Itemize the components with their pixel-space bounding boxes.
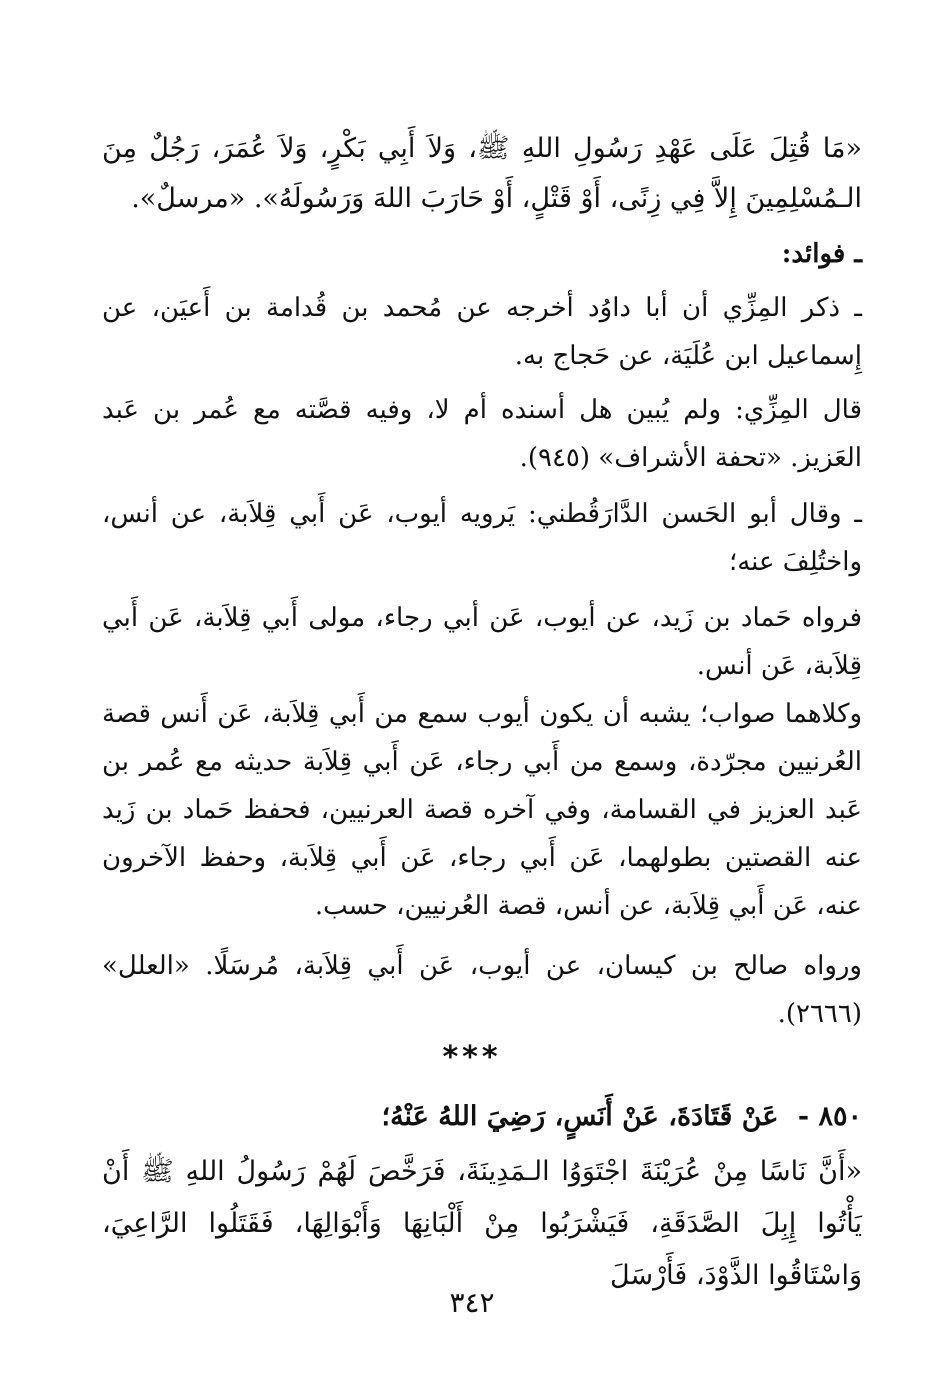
section-separator: *** [442, 1040, 502, 1075]
benefit-paragraph: قال المِزِّي: ولم يُبين هل أسنده أم لا، وفيه قصَّته مع عُمر بن عَبد العَزيز. «تحفة الأشراف» (٩٤٥). [102, 395, 862, 473]
hadith-number: ٨٥٠ - [797, 1101, 862, 1132]
hadith-heading [102, 1092, 862, 1142]
benefit-paragraph: فرواه حَماد بن زَيد، عن أيوب، عَن أبي رجاء، مولى أَبي قِلاَبة، عَن أَبي قِلاَبة، عَن أنس. [102, 603, 862, 681]
benefit-paragraph: وكلاهما صواب؛ يشبه أن يكون أيوب سمع من أَبي قِلاَبة، عَن أَنس قصة العُرنيين مجرّدة، وسمع من أَبي رجاء، عَن أَبي قِلاَبة حديثه مع عُمر بن عَبد العزيز في القسامة، وفي آخره قصة العرنيين، فحفظ حَماد بن زَيد عنه القصتين بطولهما، عَن أَبي رجاء، عَن أَبي قِلاَبة، وحفظ الآخرون عنه، عَن أَبي قِلاَبة، عن أنس، قصة العُرنيين، حسب. [102, 699, 862, 921]
benefit-paragraph: ورواه صالح بن كيسان، عن أيوب، عَن أَبي قِلاَبة، مُرسَلًا. «العلل» (٢٦٦٦). [102, 951, 862, 1029]
hadith-chain: عَنْ قَتَادَةَ، عَنْ أَنَسٍ، رَضِيَ اللهُ عَنْهُ؛ [381, 1101, 779, 1132]
hadith-text-continued: «مَا قُتِلَ عَلَى عَهْدِ رَسُولِ اللهِ ﷺ، وَلاَ أَبِي بَكْرٍ، وَلاَ عُمَرَ، رَجُلٌ مِنَ الـمُسْلِمِينَ إِلاَّ فِي زِنًى، أَوْ قَتْلٍ، أَوْ حَارَبَ اللهَ وَرَسُولَهُ». «مرسلٌ». [102, 133, 862, 214]
hadith-text: «أَنَّ نَاسًا مِنْ عُرَيْنَةَ اجْتَوَوُا الـمَدِينَةَ، فَرَخَّصَ لَهُمْ رَسُولُ اللهِ ﷺ أَنْ يَأْتُوا إِبِلَ الصَّدَقَةِ، فَيَشْرَبُوا مِنْ أَلْبَانِهَا وَأَبْوَالِهَا، فَقَتَلُوا الرَّاعِيَ، وَاسْتَاقُوا الذَّوْدَ، فَأَرْسَلَ [102, 1156, 862, 1291]
page-number: ٣٤٢ [449, 1286, 495, 1319]
benefit-paragraph: ـ وقال أبو الحَسن الدَّارَقُطني: يَرويه أيوب، عَن أَبي قِلاَبة، عن أنس، واختُلِفَ عنه؛ [102, 499, 862, 577]
benefits-heading: ـ فوائد: [781, 239, 862, 269]
benefit-paragraph: ـ ذكر المِزِّي أن أبا داوُد أخرجه عن مُحمد بن قُدامة بن أَعيَن، عن إِسماعيل ابن عُلَيَة، عن حَجاج به. [102, 293, 862, 371]
